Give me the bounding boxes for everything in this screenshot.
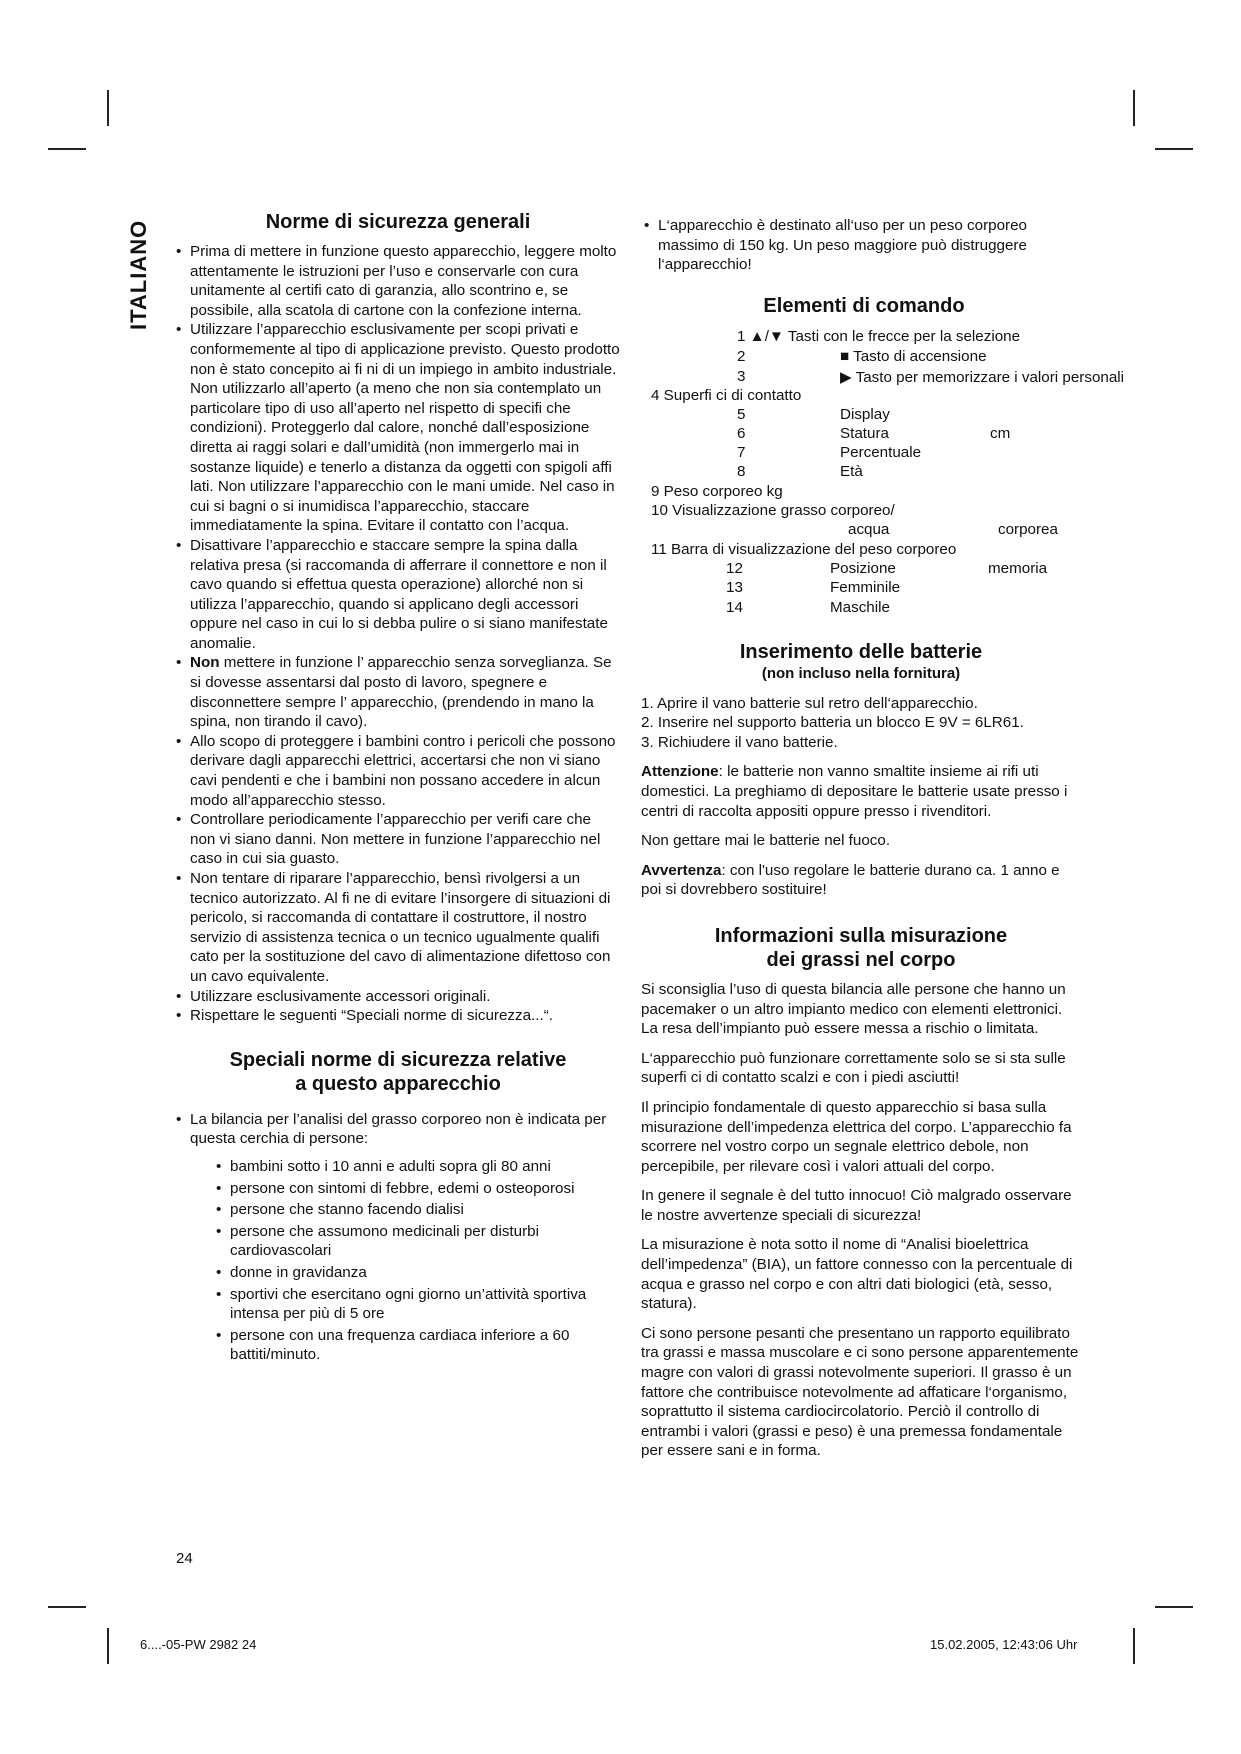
- crop-mark: [48, 1606, 86, 1608]
- control-row-text: Maschile: [830, 599, 890, 616]
- crop-mark: [1155, 1606, 1193, 1608]
- list-item: • donne in gravidanza: [216, 1263, 620, 1283]
- left-column: [176, 210, 620, 1367]
- info-paragraph: L‘apparecchio può funzionare correttamente solo se si sta sulle superfi ci di contatto scalzi e con i piedi asciutti!: [641, 1049, 1066, 1087]
- control-row-num: 14: [726, 599, 743, 616]
- info-paragraph: Si sconsiglia l’uso di questa bilancia alle persone che hanno un pacemaker o un altro impianto medico con elementi elettronici. La resa dell’impianto può essere messa a rischio o limitata.: [641, 980, 1066, 1038]
- control-row-text: corporea: [998, 521, 1058, 538]
- footer-left: 6....-05-PW 2982 24: [140, 1637, 257, 1652]
- list-item: • Utilizzare l’apparecchio esclusivamente per scopi privati e conformemente al tipo di applicazione previsto. Questo prodotto non è stato concepito ai fi ni di un impiego in ambito industriale. Non utilizzarlo all’aperto (a meno che non sia contemplato un particolare tipo di uso all’aperto nel rispetto di specifi che condizioni). Proteggerlo dal calore, nonché dall’esposizione diretta ai raggi solari e dall’umidità (non immergerlo mai in sostanze liquide) e tenerlo a distanza da oggetti con spigoli affi lati. Non utilizzare l’apparecchio con le mani umide. Nel caso in cui si bagni o si inumidisca l’apparecchio, staccare immediatamente la spina. Evitare il contatto con l’acqua.: [176, 320, 620, 536]
- info-paragraph: In genere il segnale è del tutto innocuo! Ciò malgrado osservare le nostre avvertenze speciali di sicurezza!: [641, 1187, 1072, 1224]
- info-paragraph: La misurazione è nota sotto il nome di “Analisi bioelettrica dell’impedenza” (BIA), un fattore connesso con la percentuale di acqua e grasso nel corpo e con altri dati biologici (età, sesso, statura).: [641, 1236, 1073, 1313]
- list-item: • Rispettare le seguenti “Speciali norme di sicurezza...“.: [176, 1006, 620, 1026]
- list-item: • Prima di mettere in funzione questo apparecchio, leggere molto attentamente le istruzioni per l’uso e conservarle con cura unitamente al certifi cato di garanzia, allo scontrino e, se possibile, alla scatola di cartone con la confezione interna.: [176, 242, 620, 320]
- control-row-num: 12: [726, 560, 743, 577]
- list-item: • bambini sotto i 10 anni e adulti sopra gli 80 anni: [216, 1157, 620, 1177]
- list-item: • sportivi che esercitano ogni giorno un’attività sportiva intensa per più di 5 ore: [216, 1285, 620, 1324]
- list-item: • persone che assumono medicinali per disturbi cardiovascolari: [216, 1222, 620, 1261]
- list-item: • Non tentare di riparare l’apparecchio, bensì rivolgersi a un tecnico autorizzato. Al fi ne di evitare l’insorgere di situazioni di pericolo, si raccomanda di contattare il costruttore, il nostro servizio di assistenza tecnica o un tecnico ugualmente qualifi cato per la sostituzione del cavo di alimentazione difettoso con un cavo equivalente.: [176, 869, 620, 987]
- attention-paragraph: Attenzione: le batterie non vanno smaltite insieme ai rifi uti domestici. La preghiamo di depositare le batterie usate presso i centri di raccolta appositi oppure presso i rivenditori.: [641, 763, 1068, 820]
- special-safety-list: [176, 1110, 620, 1365]
- control-row-text: ▶ Tasto per memorizzare i valori personali: [840, 369, 1125, 386]
- control-row-num: 7: [737, 444, 746, 461]
- section-title-general-safety: Norme di sicurezza generali: [265, 211, 531, 233]
- list-item: • Controllare periodicamente l’apparecchio per verifi care che non vi siano danni. Non mettere in funzione l’apparecchio nel caso in cui sia guasto.: [176, 810, 620, 869]
- battery-subtitle: (non incluso nella fornitura): [761, 665, 961, 682]
- control-row-text: Età: [840, 463, 863, 480]
- excluded-persons-list: [190, 1157, 620, 1365]
- control-row-num: 3: [737, 368, 746, 385]
- crop-mark: [1133, 90, 1135, 126]
- info-paragraph: Ci sono persone pesanti che presentano un rapporto equilibrato tra grassi e massa muscolare e ci sono persone apparentemente magre con valori di grassi notevolmente superiori. Il grasso è un fattore che contribuisce notevolmente ad affaticare l‘organismo, soprattutto il sistema cardiocircolatorio. Perciò il controllo di entrambi i valori (grassi e peso) è una premessa fondamentale per essere sani e in forma.: [641, 1324, 1079, 1460]
- list-item: • Non mettere in funzione l’ apparecchio senza sorveglianza. Se si dovesse assentarsi dal posto di lavoro, spegnere e disconnettere sempre l’ apparecchio, (prendendo in mano la spina, non tirando il cavo).: [176, 653, 620, 731]
- crop-mark: [1133, 1628, 1135, 1664]
- right-column: [641, 640, 1081, 1461]
- section-title-batteries: Inserimento delle batterie: [739, 641, 983, 663]
- control-row-text: ■ Tasto di accensione: [840, 348, 987, 365]
- control-row-num: 2: [737, 348, 746, 365]
- control-row-num: 5: [737, 406, 746, 423]
- control-row: 9 Peso corporeo kg: [651, 483, 783, 500]
- control-row: 4 Superfi ci di contatto: [651, 387, 802, 404]
- list-item: • Disattivare l’apparecchio e staccare sempre la spina dalla relativa presa (si raccomanda di afferrare il connettore e non il cavo quando si effettua questa operazione) allorché non si utilizza l’apparecchio, quando si applicano degli accessori oppure nel caso in cui lo si debba pulire o si siano manifestate anomalie.: [176, 536, 620, 654]
- page-number: 24: [176, 1550, 193, 1567]
- right-top: [644, 216, 1084, 275]
- crop-mark: [48, 148, 86, 150]
- control-row: 1 ▲/▼ Tasti con le frecce per la selezione: [737, 328, 1021, 345]
- general-safety-list: [176, 242, 620, 1026]
- control-row-text: Femminile: [830, 579, 901, 596]
- crop-mark: [107, 90, 109, 126]
- control-row-text: Statura: [840, 425, 889, 442]
- control-row-text: Percentuale: [840, 444, 922, 461]
- info-paragraph: Il principio fondamentale di questo apparecchio si basa sulla misurazione dell’impedenza elettrica del corpo. L’apparecchio fa scorrere nel vostro corpo un segnale elettrico debole, non percepibile, per rilevare così i valori attuali del corpo.: [641, 1098, 1072, 1175]
- list-item: • L‘apparecchio è destinato all‘uso per un peso corporeo massimo di 150 kg. Un peso maggiore può distruggere l‘apparecchio!: [644, 216, 1084, 275]
- control-row-num: 6: [737, 425, 746, 442]
- control-row-num: 8: [737, 463, 746, 480]
- control-row-text: acqua: [848, 521, 890, 538]
- section-title-special-safety: Speciali norme di sicurezza relative a questo apparecchio: [229, 1048, 567, 1095]
- control-row-unit: cm: [990, 425, 1011, 442]
- control-row: 10 Visualizzazione grasso corporeo/: [651, 502, 895, 519]
- control-row: 11 Barra di visualizzazione del peso corporeo: [651, 541, 957, 558]
- battery-step: 3. Richiudere il vano batterie.: [641, 733, 838, 751]
- bold-word: Non: [190, 654, 220, 672]
- control-row-text: Display: [840, 406, 890, 423]
- battery-steps: [641, 694, 1081, 753]
- battery-step: 2. Inserire nel supporto batteria un blocco E 9V = 6LR61.: [641, 714, 1024, 732]
- control-row-text: Posizione: [830, 560, 896, 577]
- list-item: • Allo scopo di proteggere i bambini contro i pericoli che possono derivare dagli apparecchi elettrici, accertarsi che non vi siano cavi pendenti e che i bambini non possano accedere in alcun modo all’apparecchio stesso.: [176, 732, 620, 810]
- list-item: • Utilizzare esclusivamente accessori originali.: [176, 987, 620, 1007]
- language-label: ITALIANO: [126, 219, 151, 330]
- list-item: • persone che stanno facendo dialisi: [216, 1200, 620, 1220]
- section-title-info: Informazioni sulla misurazione dei grassi nel corpo: [714, 924, 1008, 971]
- control-row-text: memoria: [988, 560, 1048, 577]
- control-row-num: 13: [726, 579, 743, 596]
- crop-mark: [107, 1628, 109, 1664]
- list-item: • persone con sintomi di febbre, edemi o osteoporosi: [216, 1179, 620, 1199]
- list-item: • La bilancia per l’analisi del grasso corporeo non è indicata per questa cerchia di persone: • bambini sotto i 10 anni e adulti sopra gli 80 anni • persone con sintomi di febbre, edemi o osteoporosi • persone che stanno facendo dialisi • persone che assumono medicinali per disturbi cardiovascolari • donne in gravidanza • sportivi che esercitano ogni giorno un’attività sportiva intensa per più di 5 ore • persone con una frequenza cardiaca inferiore a 60 battiti/minuto.: [176, 1110, 620, 1365]
- section-title-controls: Elementi di comando: [763, 295, 965, 317]
- battery-step: 1. Aprire il vano batterie sul retro dell‘apparecchio.: [641, 694, 978, 712]
- warning-paragraph: Avvertenza: con l'uso regolare le batterie durano ca. 1 anno e poi si dovrebbero sostituire!: [641, 861, 1060, 899]
- footer-right: 15.02.2005, 12:43:06 Uhr: [930, 1637, 1078, 1652]
- list-item: • persone con una frequenza cardiaca inferiore a 60 battiti/minuto.: [216, 1326, 620, 1365]
- crop-mark: [1155, 148, 1193, 150]
- fire-warning: Non gettare mai le batterie nel fuoco.: [641, 832, 891, 850]
